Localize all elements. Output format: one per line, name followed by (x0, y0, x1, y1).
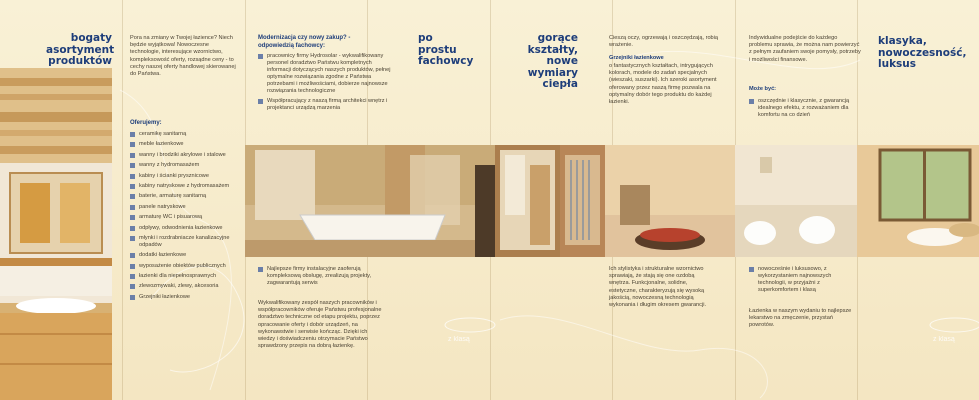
team-text: Wykwalifikowany zespół naszych pracowników i współpracowników oferuje Państwu profesjonalne doradztwo techniczne od etapu projektu, poprzez opracowanie oferty i dobór urządzeń, na wykonawstwie i serwisie kończąc. Dzięki ich wiedzy i doświadczeniu otrzymacie Państwo sprawdzony przepis na dobrą łazienkę. (258, 300, 382, 350)
intro-text: Pora na zmiany w Twojej łazience? Niech będzie wyjątkowa! Nowoczesne technologie, interesujące wzornictwo, kompleksowość oferty, rozsądne ceny - to cechy naszej oferty handlowej skierowanej do Państwa. (130, 35, 236, 78)
heading-line: luksus (878, 58, 917, 70)
watermark-text: z klasą (933, 336, 955, 343)
heading-classic-luxury (878, 36, 974, 71)
remedy-text: Łazienka w naszym wydaniu to najlepsze lekarstwo na zmęczenie, przystań powrotów. (749, 308, 852, 329)
list-item: łazienki dla niepełnosprawnych (130, 273, 230, 280)
list-item: odpływy, odwodnienia łazienkowe (130, 225, 230, 232)
modern-list (749, 266, 859, 297)
heading-line: kształty, (527, 43, 578, 56)
list-item: kabiny natryskowe z hydromasażem (130, 183, 230, 190)
approach-intro: Indywidualne podejście do każdego problemu sprawia, że można nam powierzyć z pełnym zaufaniem swoje pomysły, potrzeby i możliwości finansowe. (749, 35, 861, 63)
radiators-text: o fantastycznych kształtach, intrygujących kolorach, modele do zadań specjalnych (wieszaki, suszarki). Ich szeroki asortyment oferowany przez naszą firmę pozwala na optymalny dobór tego produktu do każdej łazienki. (609, 63, 717, 106)
heading-experts (418, 33, 478, 68)
list-item: meble łazienkowe (130, 141, 230, 148)
may-be-label: Może być: (749, 86, 777, 92)
list-item: Współpracujący z naszą firmą architekci wnętrz i projektanci urządzą marzenia (258, 98, 396, 112)
watermark-text: z klasą (448, 336, 470, 343)
list-item: pracownicy firmy Hydrosolar - wykwalifikowany personel doradztwo Państwu kompletnych informacji dotyczących naszych produktów, pełnej optymalne rozwiązania zgodne z Państwa potrzebami i możliwościami, dobierze najnowsze rozwiązania technologiczne (258, 53, 396, 95)
list-item: baterie, armaturę sanitarną (130, 193, 230, 200)
heading-line: bogaty (70, 32, 112, 44)
radiators-intro: Cieszą oczy, ogrzewają i oszczędzają, robią wrażenie. (609, 35, 719, 49)
heading-line: fachowcy (418, 55, 474, 67)
photo-strip (245, 145, 979, 257)
heading-line: wymiary (527, 66, 578, 79)
heading-assortment (46, 32, 115, 68)
experts-list (258, 53, 396, 116)
heading-line: nowoczesność, (878, 46, 967, 59)
list-item: wanny z hydromasażem (130, 162, 230, 169)
installers-list (258, 266, 376, 290)
heading-line: produktów (48, 55, 112, 67)
offer-label: Oferujemy: (130, 120, 162, 126)
list-item: dodatki łazienkowe (130, 252, 230, 259)
heading-line: prostu (418, 43, 457, 56)
bathroom-photo-left (0, 68, 112, 400)
list-item: Najlepsze firmy instalacyjne zaoferują kompleksową obsługę, zrealizują projekty, zagwarantują serwis (258, 266, 376, 287)
radiators-bottom-text: Ich stylistyka i strukturalne wzornictwo sprawiają, że stają się one ozdobą wnętrza. Funkcjonalne, solidne, estetyczne, charakteryzują się wysoką jakością, nowoczesną technologią wykonania i długim okresem gwarancji. (609, 266, 707, 309)
heading-line: klasyka, (878, 35, 927, 47)
list-item: ceramikę sanitarną (130, 131, 230, 138)
list-item: nowocześnie i luksusowo, z wykorzystaniem najnowszych technologii, w przyjaźni z superkomfortem i klasą (749, 266, 859, 294)
list-item: armaturę WC i pisuarową (130, 214, 230, 221)
list-item: wanny i brodziki akrylowe i stalowe (130, 152, 230, 159)
list-item: kabiny i ścianki prysznicowe (130, 173, 230, 180)
list-item: oszczędnie i klasycznie, z gwarancją idealnego efektu, z rozważaniem dla komfortu na co dzień (749, 98, 853, 119)
heading-line: gorące (537, 32, 578, 44)
list-item: wyposażenie obiektów publicznych (130, 263, 230, 270)
heading-line: po (418, 32, 433, 44)
list-item: młynki i rozdrabniacze kanalizacyjne odpadów (130, 235, 230, 249)
list-item: zlewozmywaki, zlewy, akcesoria (130, 283, 230, 290)
modernization-heading: Modernizacja czy nowy zakup? - odpowiedzią fachowcy: (258, 35, 351, 49)
list-item: panele natryskowe (130, 204, 230, 211)
heading-line: ciepła (542, 78, 578, 90)
heading-hot-shapes (520, 33, 578, 91)
list-item: Grzejniki łazienkowe (130, 294, 230, 301)
radiators-lead: Grzejniki łazienkowe (609, 55, 664, 61)
heading-line: asortyment (46, 43, 115, 56)
product-list (130, 131, 230, 304)
heading-line: nowe (546, 55, 578, 67)
style-list (749, 98, 853, 122)
